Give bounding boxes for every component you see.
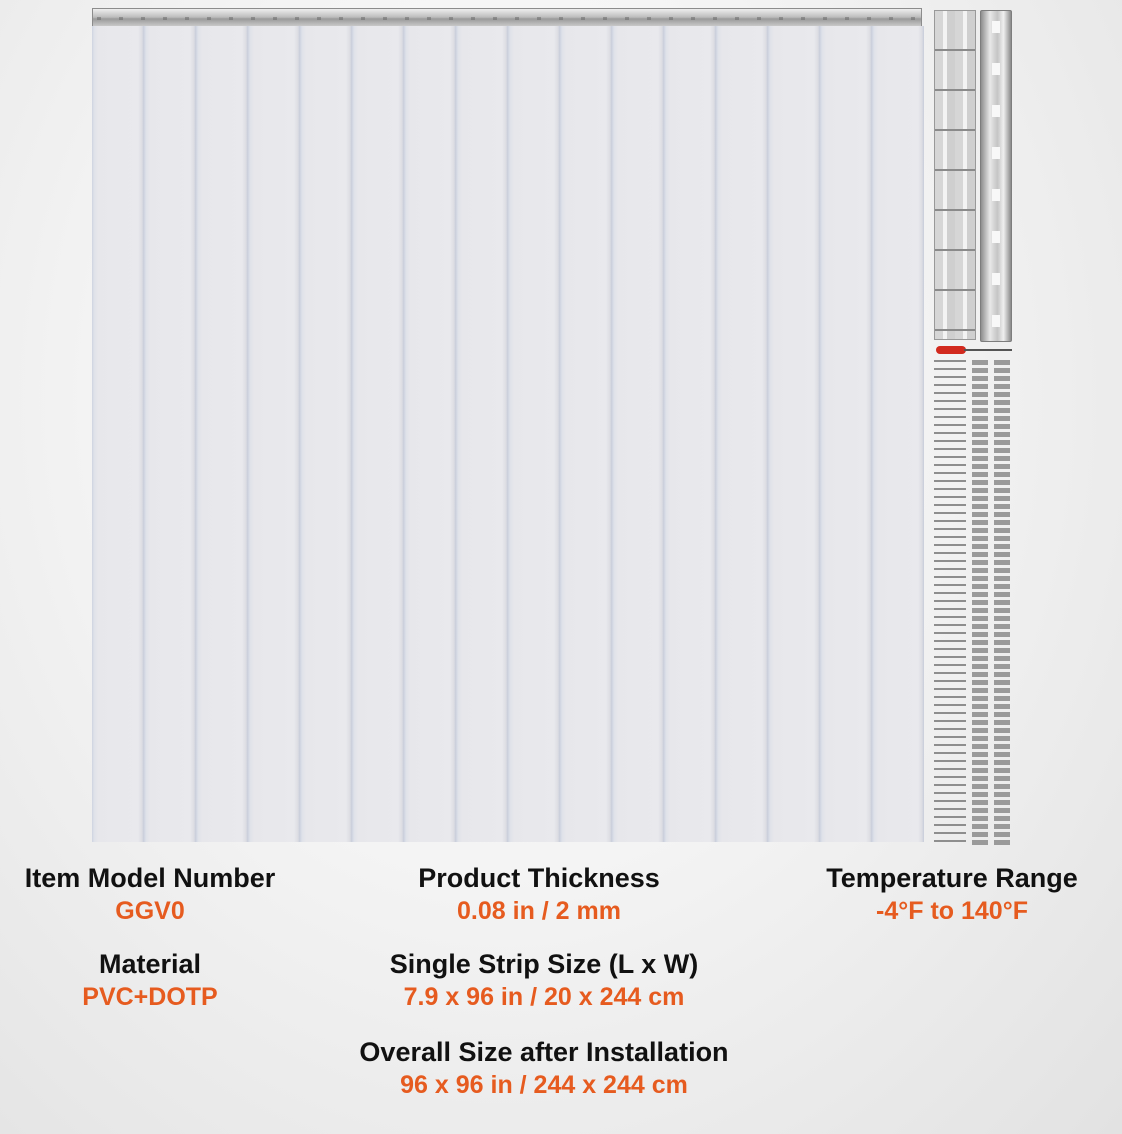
screwdriver-handle bbox=[936, 346, 966, 354]
screwdriver-shaft bbox=[964, 349, 1012, 351]
hanging-bar bbox=[980, 10, 1012, 342]
pvc-strip bbox=[352, 26, 404, 842]
pvc-strip bbox=[872, 26, 924, 842]
spec-label: Material bbox=[98, 949, 202, 979]
spec-label: Overall Size after Installation bbox=[359, 1037, 729, 1067]
pvc-strip bbox=[508, 26, 560, 842]
spec-value: GGV0 bbox=[115, 896, 185, 925]
spec-label: Single Strip Size (L x W) bbox=[389, 949, 699, 979]
mounting-rail bbox=[92, 8, 922, 28]
spec-value: 7.9 x 96 in / 20 x 244 cm bbox=[403, 982, 685, 1011]
pvc-strip bbox=[768, 26, 820, 842]
spec-value: PVC+DOTP bbox=[82, 982, 218, 1011]
spec-label: Item Model Number bbox=[24, 863, 276, 893]
spec-single-strip-size bbox=[294, 948, 794, 1013]
strip-curtain-image bbox=[90, 8, 924, 842]
pvc-strip bbox=[612, 26, 664, 842]
spec-value: 0.08 in / 2 mm bbox=[457, 896, 621, 925]
pvc-strip bbox=[404, 26, 456, 842]
pvc-strip bbox=[248, 26, 300, 842]
spec-item-model-number bbox=[0, 862, 300, 927]
spec-material bbox=[0, 948, 300, 1013]
spec-product-thickness bbox=[329, 862, 749, 927]
pvc-strip bbox=[144, 26, 196, 842]
installation-accessories bbox=[934, 8, 1016, 846]
pvc-strip bbox=[456, 26, 508, 842]
spec-value: -4°F to 140°F bbox=[876, 896, 1028, 925]
pvc-strip bbox=[92, 26, 144, 842]
strip-clamp-plates bbox=[934, 10, 976, 340]
pvc-strip bbox=[716, 26, 768, 842]
pvc-strip bbox=[196, 26, 248, 842]
spec-temperature-range bbox=[800, 862, 1104, 927]
screwdriver-icon bbox=[934, 344, 1016, 356]
spec-label: Temperature Range bbox=[826, 863, 1078, 893]
pvc-strip bbox=[300, 26, 352, 842]
screws-and-nuts bbox=[934, 360, 1014, 846]
pvc-strip bbox=[560, 26, 612, 842]
pvc-strip bbox=[664, 26, 716, 842]
spec-label: Product Thickness bbox=[418, 863, 660, 893]
spec-value: 96 x 96 in / 244 x 244 cm bbox=[400, 1070, 688, 1099]
spec-overall-size bbox=[294, 1036, 794, 1101]
pvc-strip bbox=[820, 26, 872, 842]
